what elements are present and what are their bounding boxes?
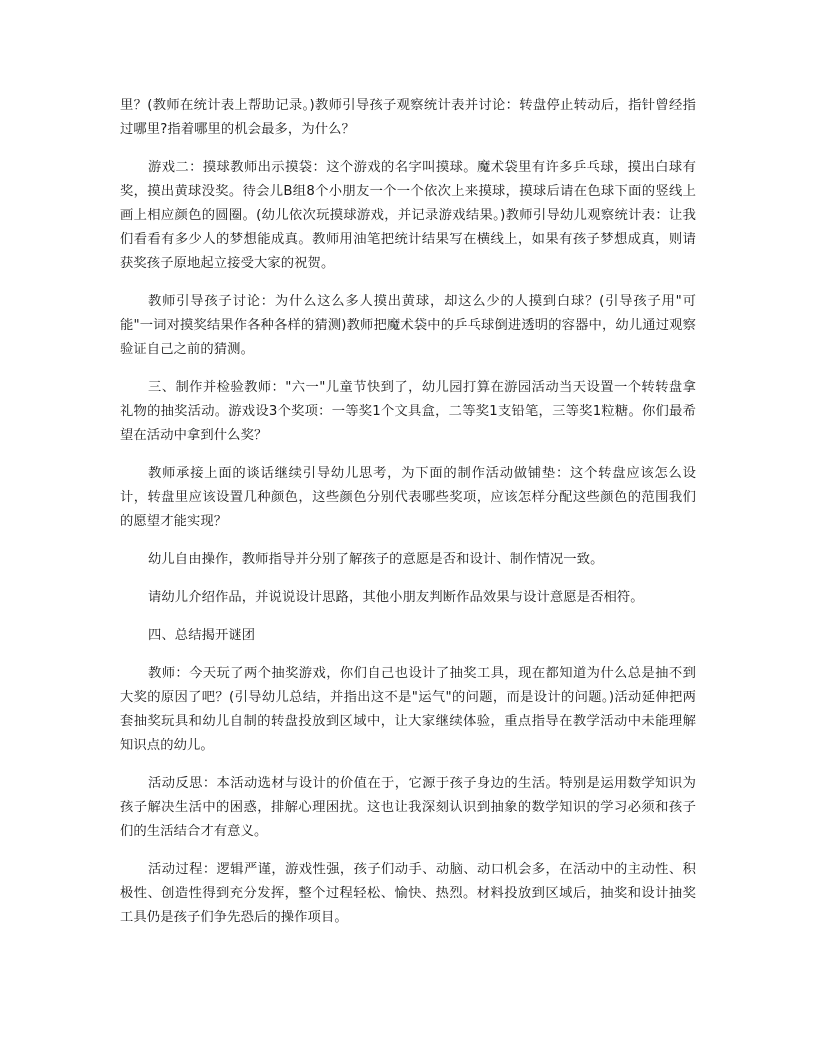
- document-body: [120, 94, 696, 944]
- paragraph: 教师引导孩子讨论：为什么这么多人摸出黄球，却这么少的人摸到白球？(引导孩子用"可能"一词对摸奖结果作各种各样的猜测)教师把魔术袋中的乒乓球倒进透明的容器中，幼儿通过观察验证自己之前的猜测。: [120, 294, 696, 357]
- paragraph: 游戏二：摸球教师出示摸袋：这个游戏的名字叫摸球。魔术袋里有许多乒乓球，摸出白球有奖，摸出黄球没奖。待会儿B组8个小朋友一个一个依次上来摸球，摸球后请在色球下面的竖线上画上相应颜色的圆圈。(幼儿依次玩摸球游戏，并记录游戏结果。)教师引导幼儿观察统计表：让我们看看有多少人的梦想能成真。教师用油笔把统计结果写在横线上，如果有孩子梦想成真，则请获奖孩子原地起立接受大家的祝贺。: [120, 160, 696, 271]
- paragraph: 教师承接上面的谈话继续引导幼儿思考，为下面的制作活动做铺垫：这个转盘应该怎么设计，转盘里应该设置几种颜色，这些颜色分别代表哪些奖项，应该怎样分配这些颜色的范围我们的愿望才能实现？: [120, 466, 696, 529]
- paragraph: 请幼儿介绍作品，并说说设计思路，其他小朋友判断作品效果与设计意愿是否相符。: [148, 590, 644, 605]
- paragraph: 活动反思：本活动选材与设计的价值在于，它源于孩子身边的生活。特别是运用数学知识为孩子解决生活中的困惑，排解心理困扰。这也让我深刻认识到抽象的数学知识的学习必须和孩子们的生活结合才有意义。: [120, 776, 696, 839]
- paragraph: 里？(教师在统计表上帮助记录。)教师引导孩子观察统计表并讨论：转盘停止转动后，指针曾经指过哪里?指着哪里的机会最多，为什么？: [120, 98, 696, 137]
- section-heading: 四、总结揭开谜团: [148, 628, 256, 643]
- paragraph: 教师：今天玩了两个抽奖游戏，你们自己也设计了抽奖工具，现在都知道为什么总是抽不到大奖的原因了吧？(引导幼儿总结，并指出这不是"运气"的问题，而是设计的问题。)活动延伸把两套抽奖玩具和幼儿自制的转盘投放到区域中，让大家继续体验，重点指导在教学活动中未能理解知识点的幼儿。: [120, 666, 696, 753]
- paragraph: 活动过程：逻辑严谨，游戏性强，孩子们动手、动脑、动口机会多，在活动中的主动性、积极性、创造性得到充分发挥，整个过程轻松、愉快、热烈。材料投放到区域后，抽奖和设计抽奖工具仍是孩子们争先恐后的操作项目。: [120, 862, 696, 925]
- paragraph: 幼儿自由操作，教师指导并分别了解孩子的意愿是否和设计、制作情况一致。: [148, 552, 604, 567]
- paragraph: 三、制作并检验教师："六一"儿童节快到了，幼儿园打算在游园活动当天设置一个转转盘拿礼物的抽奖活动。游戏设3个奖项：一等奖1个文具盒，二等奖1支铅笔，三等奖1粒糖。你们最希望在活动中拿到什么奖？: [120, 380, 696, 443]
